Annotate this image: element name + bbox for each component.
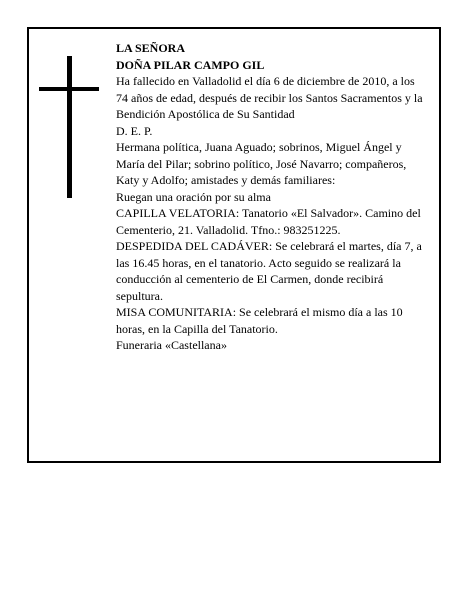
prayer-request: Ruegan una oración por su alma <box>116 189 271 204</box>
cross-vertical-bar <box>67 56 72 198</box>
deceased-name: DOÑA PILAR CAMPO GIL <box>116 57 265 72</box>
mass-info: MISA COMUNITARIA: Se celebrará el mismo día a las 10 horas, en la Capilla del Tanatorio. <box>116 305 403 336</box>
dep-line: D. E. P. <box>116 123 153 138</box>
obituary-notice <box>27 27 441 463</box>
chapel-info: CAPILLA VELATORIA: Tanatorio «El Salvador». Camino del Cementerio, 21. Valladolid. Tfno.: 983251225. <box>116 206 421 237</box>
death-statement: Ha fallecido en Valladolid el día 6 de diciembre de 2010, a los 74 años de edad, después de recibir los Santos Sacramentos y la Bendición Apostólica de Su Santidad <box>116 74 423 121</box>
obituary-text <box>116 40 428 354</box>
cross-horizontal-bar <box>39 87 99 91</box>
farewell-info: DESPEDIDA DEL CADÁVER: Se celebrará el martes, día 7, a las 16.45 horas, en el tanatorio. Acto seguido se realizará la conducción al cementerio de El Carmen, donde recibirá sepultura. <box>116 239 422 303</box>
family-list: Hermana política, Juana Aguado; sobrinos, Miguel Ángel y María del Pilar; sobrino político, José Navarro; compañeros, Katy y Adolfo; amistades y demás familiares: <box>116 140 407 187</box>
funeral-home: Funeraria «Castellana» <box>116 338 227 352</box>
cross-icon <box>39 56 99 198</box>
notice-title: LA SEÑORA <box>116 41 186 55</box>
